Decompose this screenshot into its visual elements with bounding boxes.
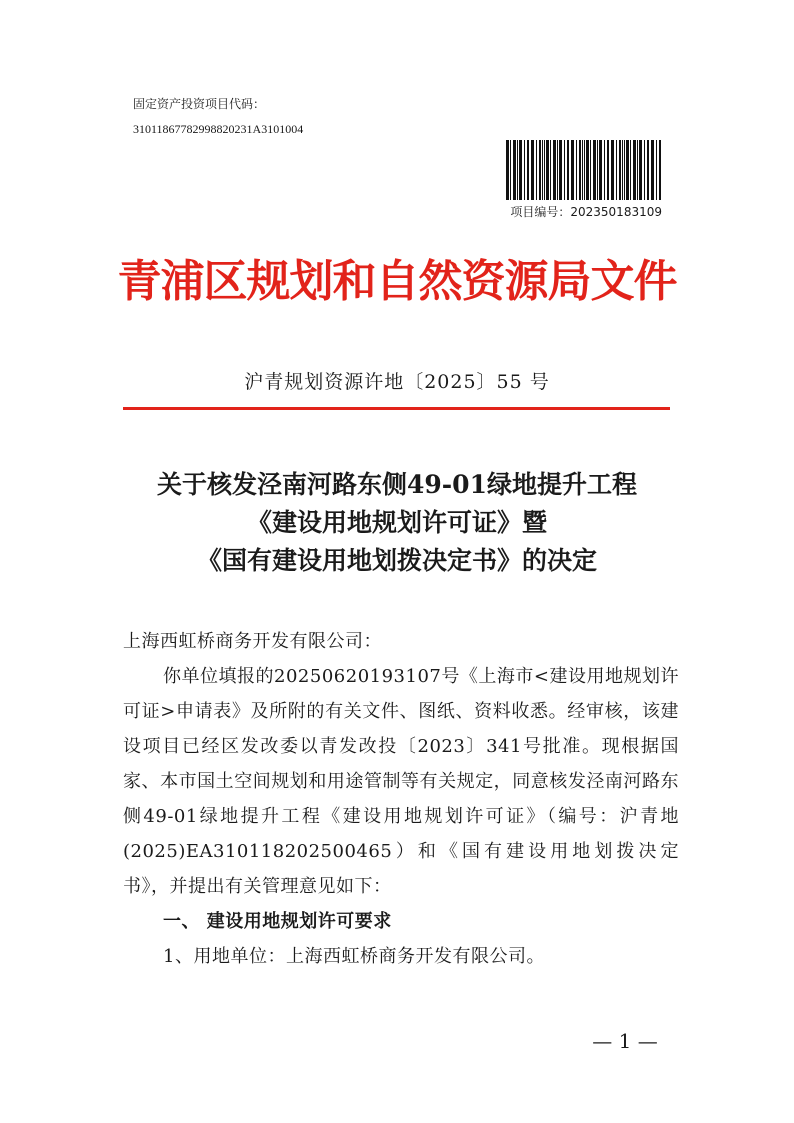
section-heading: 一、 建设用地规划许可要求 xyxy=(163,911,392,932)
project-number: 项目编号：202350183109 xyxy=(510,205,662,219)
addressee: 上海西虹桥商务开发有限公司： xyxy=(123,631,382,652)
document-body xyxy=(123,624,679,974)
page-number: — 1 — xyxy=(592,1029,658,1053)
project-code-label: 固定资产投资项目代码： xyxy=(133,97,266,111)
barcode-image xyxy=(506,140,662,200)
heading-line-3: 《国有建设用地划拨决定书》的决定 xyxy=(196,546,597,575)
project-code-value: 31011867782998820231A3101004 xyxy=(133,122,304,136)
document-number: 沪青规划资源许地〔2025〕55 号 xyxy=(244,371,550,393)
red-divider xyxy=(123,407,670,410)
body-paragraph: 你单位填报的20250620193107号《上海市<建设用地规划许可证>申请表》及所附的有关文件、图纸、资料收悉。经审核，该建设项目已经区发改委以青发改投〔2023〕341号批准。现根据国家、本市国土空间规划和用途管制等有关规定，同意核发泾南河路东侧49-01绿地提升工程《建设用地规划许可证》（编号：沪青地(2025)EA310118202500465）和《国有建设用地划拨决定书》，并提出有关管理意见如下： xyxy=(123,666,679,897)
document-heading xyxy=(0,466,794,580)
heading-line-1: 关于核发泾南河路东侧49-01绿地提升工程 xyxy=(157,470,637,499)
bureau-title: 青浦区规划和自然资源局文件 xyxy=(117,256,677,307)
list-item: 1、用地单位：上海西虹桥商务开发有限公司。 xyxy=(163,946,545,967)
heading-line-2: 《建设用地规划许可证》暨 xyxy=(246,508,547,537)
